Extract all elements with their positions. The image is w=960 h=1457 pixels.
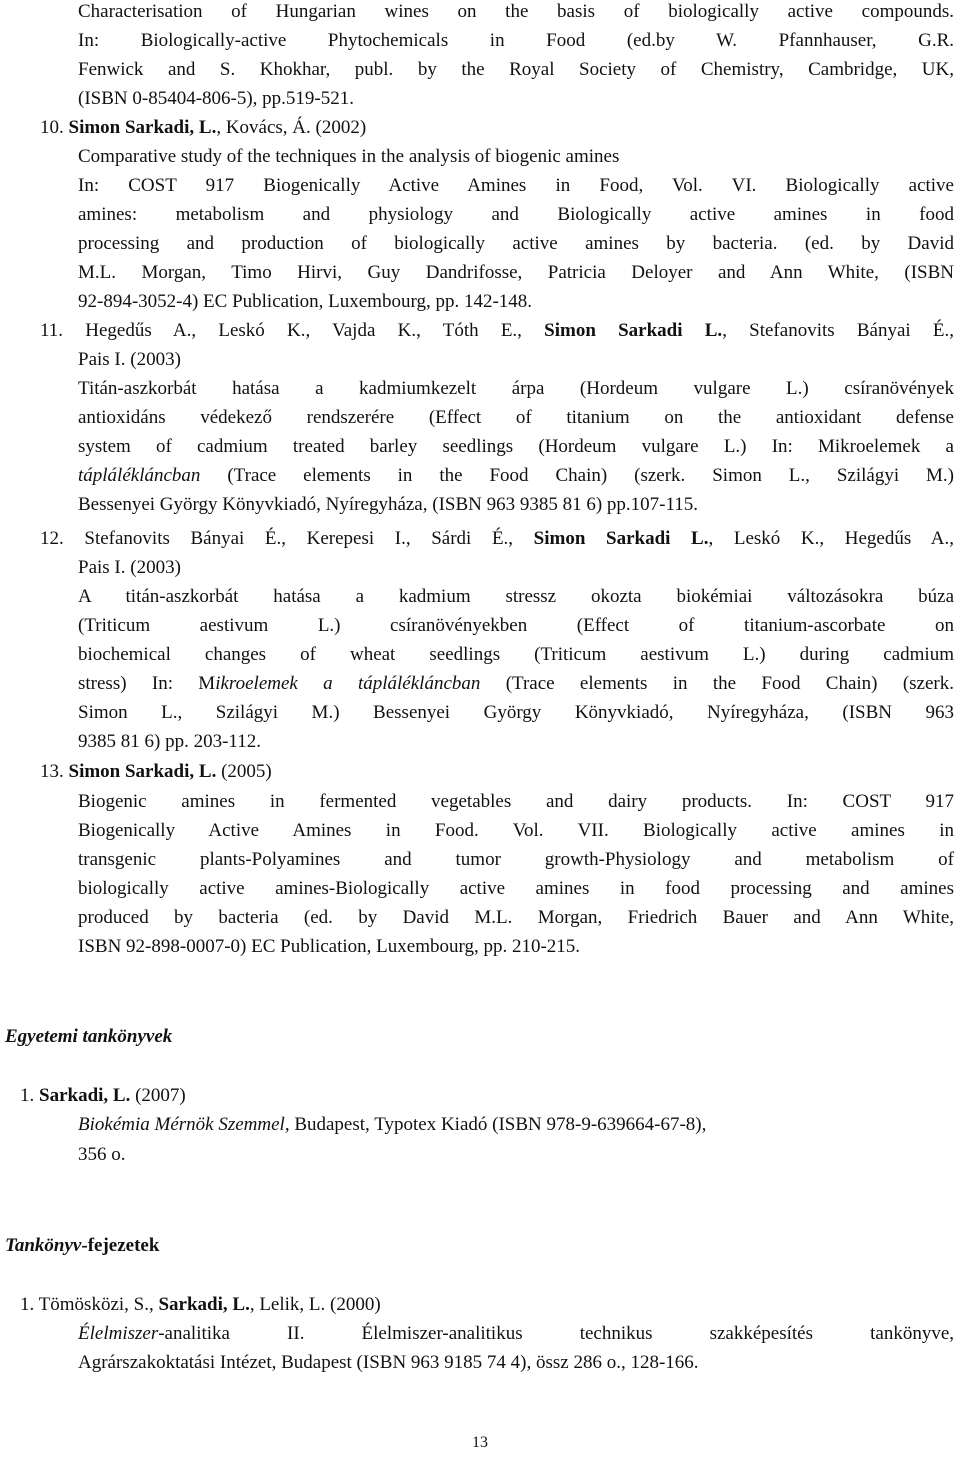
entry-10-line-6: 92-894-3052-4) EC Publication, Luxembourg, pp. 142-148. (78, 291, 533, 312)
line-rest: , Budapest, Typotex Kiadó (ISBN 978-9-639664-67-8), (284, 1114, 707, 1135)
entry-11-line-3: system of cadmium treated barley seedlings (Hordeum vulgare L.) In: Mikroelemek a (78, 436, 954, 457)
line-pre: stress) In: M (78, 673, 216, 694)
textbook-entry-1-heading (20, 1081, 186, 1110)
entry-number: 1. (20, 1085, 35, 1106)
entry-13-line-6: ISBN 92-898-0007-0) EC Publication, Luxembourg, pp. 210-215. (78, 936, 581, 957)
entry-12-line-4 (78, 669, 954, 698)
author-rest: (2007) (130, 1085, 186, 1106)
authors-pre: Hegedűs A., Leskó K., Vajda K., Tóth E., (85, 320, 545, 341)
entry-12-line-5: Simon L., Szilágyi M.) Bessenyei György Könyvkiadó, Nyíregyháza, (ISBN 963 (78, 702, 954, 723)
entry-12-line-3: biochemical changes of wheat seedlings (Triticum aestivum L.) during cadmium (78, 644, 954, 665)
entry-13-line-2: Biogenically Active Amines in Food. Vol. VII. Biologically active amines in (78, 820, 954, 841)
entry-number: 13. (40, 761, 64, 782)
entry-13-line-3: transgenic plants-Polyamines and tumor growth-Physiology and metabolism of (78, 849, 954, 870)
chapter-entry-1-heading (20, 1290, 381, 1319)
italic-title: Élelmiszer (78, 1323, 159, 1344)
textbook-entry-1-line-2: 356 o. (78, 1144, 126, 1165)
entry-10-line-5: M.L. Morgan, Timo Hirvi, Guy Dandrifosse, Patricia Deloyer and Ann White, (ISBN (78, 262, 954, 283)
page-number: 13 (472, 1434, 488, 1451)
author-rest: (2005) (216, 761, 272, 782)
entry-9-line-3: Fenwick and S. Khokhar, publ. by the Royal Society of Chemistry, Cambridge, UK, (78, 59, 954, 80)
entry-number: 12. (40, 528, 64, 549)
author-highlight: Simon Sarkadi L. (533, 528, 709, 549)
entry-12-line-6: 9385 81 6) pp. 203-112. (78, 731, 261, 752)
italic-title: ikroelemek a táplálékláncban (215, 673, 481, 694)
entry-12-heading (40, 524, 954, 553)
textbook-entry-1-line-1 (78, 1110, 706, 1139)
entry-11-line-5: Bessenyei György Könyvkiadó, Nyíregyháza, (ISBN 963 9385 81 6) pp.107-115. (78, 494, 699, 515)
entry-11-line-1: Titán-aszkorbát hatása a kadmiumkezelt árpa (Hordeum vulgare L.) csíranövények (78, 378, 954, 399)
entry-13-line-4: biologically active amines-Biologically active amines in food processing and amines (78, 878, 954, 899)
section-heading-textbooks: Egyetemi tankönyvek (5, 1026, 173, 1047)
entry-12-year: Pais I. (2003) (78, 557, 181, 578)
chapter-entry-1-line-1 (78, 1319, 954, 1348)
author-highlight: Simon Sarkadi, L. (68, 117, 217, 138)
entry-10-line-3: amines: metabolism and physiology and Biologically active amines in food (78, 204, 954, 225)
heading-rest: -fejezetek (81, 1235, 160, 1256)
entry-10-line-1: Comparative study of the techniques in the analysis of biogenic amines (78, 146, 620, 167)
entry-9-line-4: (ISBN 0-85404-806-5), pp.519-521. (78, 88, 355, 109)
author-highlight: Sarkadi, L. (39, 1085, 131, 1106)
author-highlight: Simon Sarkadi L. (544, 320, 723, 341)
italic-title: táplálékláncban (78, 465, 201, 486)
line-rest: (Trace elements in the Food Chain) (szerk. Simon L., Szilágyi M.) (200, 465, 954, 486)
section-heading-chapters (5, 1231, 159, 1260)
entry-10-line-2: In: COST 917 Biogenically Active Amines in Food, Vol. VI. Biologically active (78, 175, 954, 196)
entry-12-line-2: (Triticum aestivum L.) csíranövényekben (Effect of titanium-ascorbate on (78, 615, 954, 636)
authors-pre: Stefanovits Bányai É., Kerepesi I., Sárdi É., (84, 528, 534, 549)
line-rest: -analitika II. Élelmiszer-analitikus technikus szakképesítés tankönyve, (158, 1323, 954, 1344)
entry-13-heading (40, 757, 272, 786)
authors-pre: Tömösközi, S., (38, 1294, 159, 1315)
entry-number: 11. (40, 320, 64, 341)
entry-10-line-4: processing and production of biologically active amines by bacteria. (ed. by David (78, 233, 954, 254)
entry-10-heading (40, 113, 366, 142)
entry-number: 1. (20, 1294, 35, 1315)
italic-title: Biokémia Mérnök Szemmel (78, 1114, 285, 1135)
authors-post: , Stefanovits Bányai É., (722, 320, 955, 341)
entry-11-heading (40, 316, 954, 345)
entry-9-line-1: Characterisation of Hungarian wines on the basis of biologically active compounds. (78, 1, 954, 22)
entry-number: 10. (40, 117, 64, 138)
line-rest: (Trace elements in the Food Chain) (szerk. (480, 673, 954, 694)
author-highlight: Simon Sarkadi, L. (68, 761, 217, 782)
entry-13-line-1: Biogenic amines in fermented vegetables and dairy products. In: COST 917 (78, 791, 954, 812)
author-rest: , Kovács, Á. (2002) (216, 117, 367, 138)
authors-post: , Lelik, L. (2000) (249, 1294, 381, 1315)
entry-9-line-2: In: Biologically-active Phytochemicals in Food (ed.by W. Pfannhauser, G.R. (78, 30, 954, 51)
heading-italic: Tankönyv (5, 1235, 82, 1256)
entry-13-line-5: produced by bacteria (ed. by David M.L. Morgan, Friedrich Bauer and Ann White, (78, 907, 954, 928)
chapter-entry-1-line-2: Agrárszakoktatási Intézet, Budapest (ISBN 963 9185 74 4), össz 286 o., 128-166. (78, 1352, 699, 1373)
authors-post: , Leskó K., Hegedűs A., (708, 528, 955, 549)
author-highlight: Sarkadi, L. (158, 1294, 250, 1315)
entry-11-year: Pais I. (2003) (78, 349, 181, 370)
entry-11-line-4 (78, 461, 954, 490)
entry-11-line-2: antioxidáns védekező rendszerére (Effect of titanium on the antioxidant defense (78, 407, 954, 428)
entry-12-line-1: A titán-aszkorbát hatása a kadmium stressz okozta biokémiai változásokra búza (78, 586, 954, 607)
